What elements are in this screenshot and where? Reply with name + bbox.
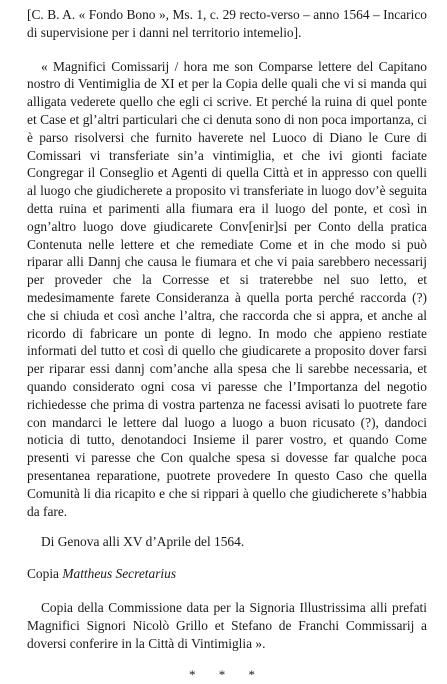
signature-line <box>27 565 427 583</box>
section-separator: * * * <box>189 667 265 683</box>
signature-name: Mattheus Secretarius <box>62 566 177 582</box>
commission-note: Copia della Commissione data per la Signoria Illustrissima alli prefati Magnifici Signori Nicolò Grillo et Stefano de Franchi Commissarij a doversi conferire in la Città di Vintimiglia ». <box>27 599 427 651</box>
archival-header: [C. B. A. « Fondo Bono », Ms. 1, c. 29 recto-verso – anno 1564 – Incarico di supervisione per i danni nel territorio intemelio]. <box>27 7 427 40</box>
letter-body: « Magnifici Comissarij / hora me son Comparse lettere del Capitano nostro di Ventimiglia de XI et per la Copia delle quali che vi si manda qui alligata vederete quello che egli ci scrive. Et perché la ruina di quel ponte et Case et gl’altri particulari che ci denuta sono di non poca importanza, ci è parso risolversi che furnito haverete nel Luoco di Diano le Cure di Comissari vi transferiate sin’a vintimiglia, et che ivi gionti faciate Congregar il Conseglio et Agenti di quella Città et in appresso con quelli al luogo che giudicherete a proposito vi transferiate in luogo dov’è seguita detta ruina et parimenti alla fiumara era il luogo del ponte, et così in ogn’altro luogo dove giudicarete Conv[enir]si per Conto della pratica Contenuta nelle lettere et che remediate Come et in che modo si può riparar alli Dannj che causa le fiumara et che vi paia sarebbero necessarij per proveder che la Corresse et si traterebbe nel suo letto, et medesimamente farete Consideranza à quella porta perché raccorda (?) che si chiuda et così anche l’altra, che raccorda che si appra, et anche al ricordo di fabricare un ponte di legno. In modo che appieno restiate informati del tutto et così di quello che giudicarete a proposito dover farsi per riparar essi dannj com’anche alla spesa che li sarebbe necessaria, et quando considerato ogni cosa vi paresse che l’Importanza del negotio richiedesse che prima di vostra partenza ne facessi avisati lo puotrete fare con mandarci le lettere dal luogo a luogo a buon ricusato (?), dandoci noticia di tutto, denotandoci Insieme il parer vostro, et quando Come presenti vi paresse che Con qualche spesa si dovesse far qualche poca presentanea reparatione, puotrete provedere In questo Caso che quella Comunità li dia ricapito e che si rippari à quello che giudicherete s’habbia da fare. <box>27 58 427 519</box>
signature-prefix: Copia <box>27 566 59 582</box>
document-page <box>27 6 427 684</box>
date-line: Di Genova alli XV d’Aprile del 1564. <box>41 534 245 550</box>
